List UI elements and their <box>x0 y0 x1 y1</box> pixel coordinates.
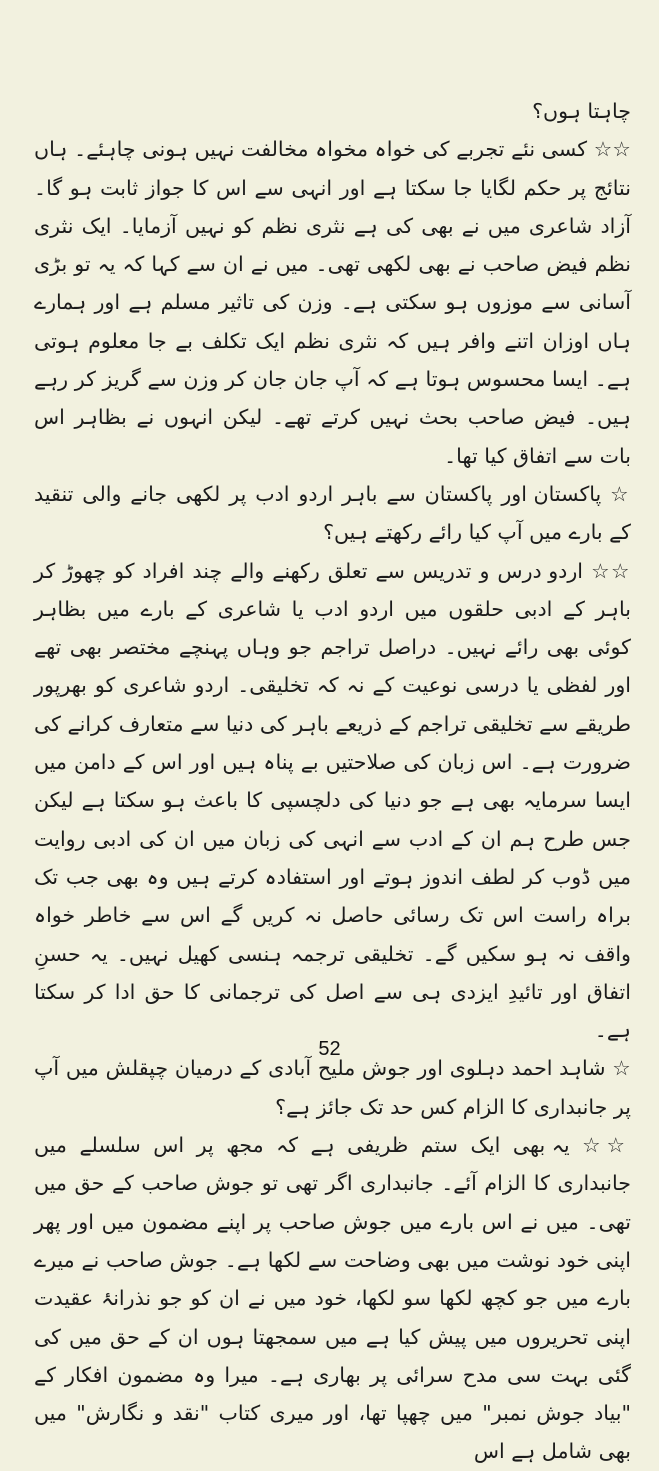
paragraph-question-end <box>34 92 631 130</box>
paragraph-answer-josh <box>34 1126 631 1471</box>
star-marker: ☆ <box>610 481 631 506</box>
paragraph-text: اردو درس و تدریس سے تعلق رکھنے والے چند افراد کو چھوڑ کر باہر کے ادبی حلقوں میں اردو ادب یا شاعری کے بارے میں بظاہر کوئی بھی رائے نہیں۔ دراصل تراجم جو وہاں پہنچے مختصر بھی تھے اور لفظی یا درسی نوعیت کے نہ کہ تخلیقی۔ اردو شاعری کو بھرپور طریقے سے تخلیقی تراجم کے ذریعے باہر کی دنیا سے متعارف کرانے کی ضرورت ہے۔ اس زبان کی صلاحتیں بے پناہ ہیں اور اس کے دامن میں ایسا سرمایہ بھی ہے جو دنیا کی دلچسپی کا باعث ہو سکتا ہے لیکن جس طرح ہم ان کے ادب سے انہی کی زبان میں ان کی ادبی روایت میں ڈوب کر لطف اندوز ہوتے اور استفادہ کرتے ہیں وہ بھی جب تک براہ راست اس تک رسائی حاصل نہ کریں گے اس سے خاطر خواہ واقف نہ ہو سکیں گے۔ تخلیقی ترجمہ ہنسی کھیل نہیں۔ یہ حسنِ اتفاق اور تائیدِ ایزدی ہی سے اصل کی ترجمانی کا حق ادا کر سکتا ہے۔ <box>34 558 631 1043</box>
body-text <box>34 92 631 1471</box>
paragraph-text: چاہتا ہوں؟ <box>532 99 631 123</box>
star-marker: ☆ <box>612 1056 631 1081</box>
paragraph-answer-prose-poem <box>34 130 631 475</box>
paragraph-text: کسی نئے تجربے کی خواہ مخواہ مخالفت نہیں ہونی چاہئے۔ ہاں نتائج پر حکم لگایا جا سکتا ہے اور انہی سے اس کا جواز ثابت ہو گا۔ آزاد شاعری میں نے بھی کی ہے نثری نظم کو نہیں آزمایا۔ ایک نثری نظم فیض صاحب نے بھی لکھی تھی۔ میں نے ان سے کہا کہ یہ تو بڑی آسانی سے موزوں ہو سکتی ہے۔ وزن کی تاثیر مسلم ہے اور ہمارے ہاں اوزان اتنے وافر ہیں کہ نثری نظم ایک تکلف بے جا معلوم ہوتی ہے۔ ایسا محسوس ہوتا ہے کہ آپ جان جان کر وزن سے گریز کر رہے ہیں۔ فیض صاحب بحث نہیں کرتے تھے۔ لیکن انہوں نے بظاہر اس بات سے اتفاق کیا تھا۔ <box>34 137 631 468</box>
paragraph-text: شاہد احمد دہلوی اور جوش ملیح آبادی کے درمیان چپقلش میں آپ پر جانبداری کا الزام کس حد تک جائز ہے؟ <box>34 1056 631 1119</box>
double-star-marker: ☆☆ <box>582 1133 631 1158</box>
paragraph-text: پاکستان اور پاکستان سے باہر اردو ادب پر لکھی جانے والی تنقید کے بارے میں آپ کیا رائے رکھتے ہیں؟ <box>34 481 631 545</box>
paragraph-question-criticism <box>34 475 631 552</box>
page-number: 52 <box>318 1038 341 1060</box>
paragraph-text: یہ بھی ایک ستم ظریفی ہے کہ مجھ پر اس سلسلے میں جانبداری کا الزام آئے۔ جانبداری اگر تھی تو جوش صاحب کے حق میں تھی۔ میں نے اس بارے میں جوش صاحب پر اپنے مضمون میں اور پھر اپنی خود نوشت میں بھی وضاحت سے لکھا ہے۔ جوش صاحب نے میرے بارے میں جو کچھ لکھا سو لکھا، خود میں نے ان کو جو نذرانۂ عقیدت اپنی تحریروں میں پیش کیا ہے میں سمجھتا ہوں ان کے حق میں کی گئی بہت سی مدح سرائی پر بھاری ہے۔ میرا وہ مضمون افکار کے "بیاد جوش نمبر" میں چھپا تھا، اور میری کتاب "نقد و نگارش" میں بھی شامل ہے اس <box>34 1133 631 1464</box>
double-star-marker: ☆☆ <box>591 558 631 583</box>
double-star-marker: ☆☆ <box>593 137 631 162</box>
paragraph-answer-translation <box>34 552 631 1050</box>
